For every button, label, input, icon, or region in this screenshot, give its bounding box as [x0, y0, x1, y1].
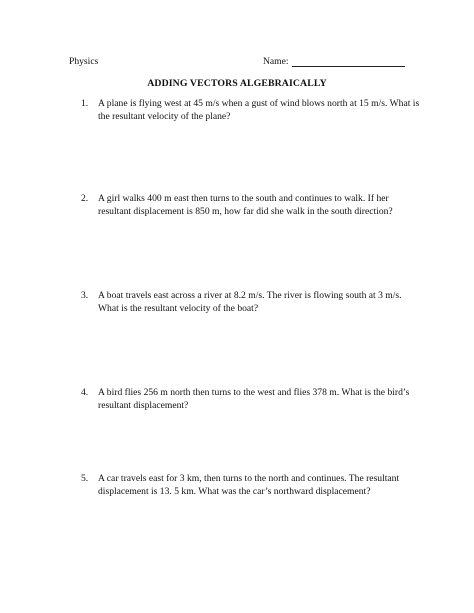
name-label: Name: [263, 56, 289, 67]
name-field [263, 56, 289, 68]
question-item [81, 193, 421, 218]
question-text: A plane is flying west at 45 m/s when a gust of wind blows north at 15 m/s. What is the resultant velocity of the plane? [98, 98, 420, 122]
question-text: A boat travels east across a river at 8.2 m/s. The river is flowing south at 3 m/s. What is the resultant velocity of the boat? [98, 290, 402, 314]
question-text: A car travels east for 3 km, then turns to the north and continues. The resultant displacement is 13. 5 km. What was the car’s northward displacement? [98, 473, 400, 497]
question-item [81, 98, 421, 123]
subject-label: Physics [69, 56, 99, 67]
question-item [81, 473, 421, 498]
question-text: A girl walks 400 m east then turns to the south and continues to walk. If her resultant displacement is 850 m, how far did she walk in the south direction? [98, 193, 393, 217]
question-number: 1. [81, 98, 89, 109]
question-item [81, 290, 421, 315]
question-number: 4. [81, 387, 89, 398]
question-number: 2. [81, 193, 89, 204]
question-number: 3. [81, 290, 89, 301]
question-item [81, 387, 421, 412]
name-blank-line [292, 66, 405, 67]
question-number: 5. [81, 473, 89, 484]
worksheet-title: ADDING VECTORS ALGEBRAICALLY [147, 78, 327, 89]
question-text: A bird flies 256 m north then turns to the west and flies 378 m. What is the bird’s resultant displacement? [98, 387, 410, 411]
